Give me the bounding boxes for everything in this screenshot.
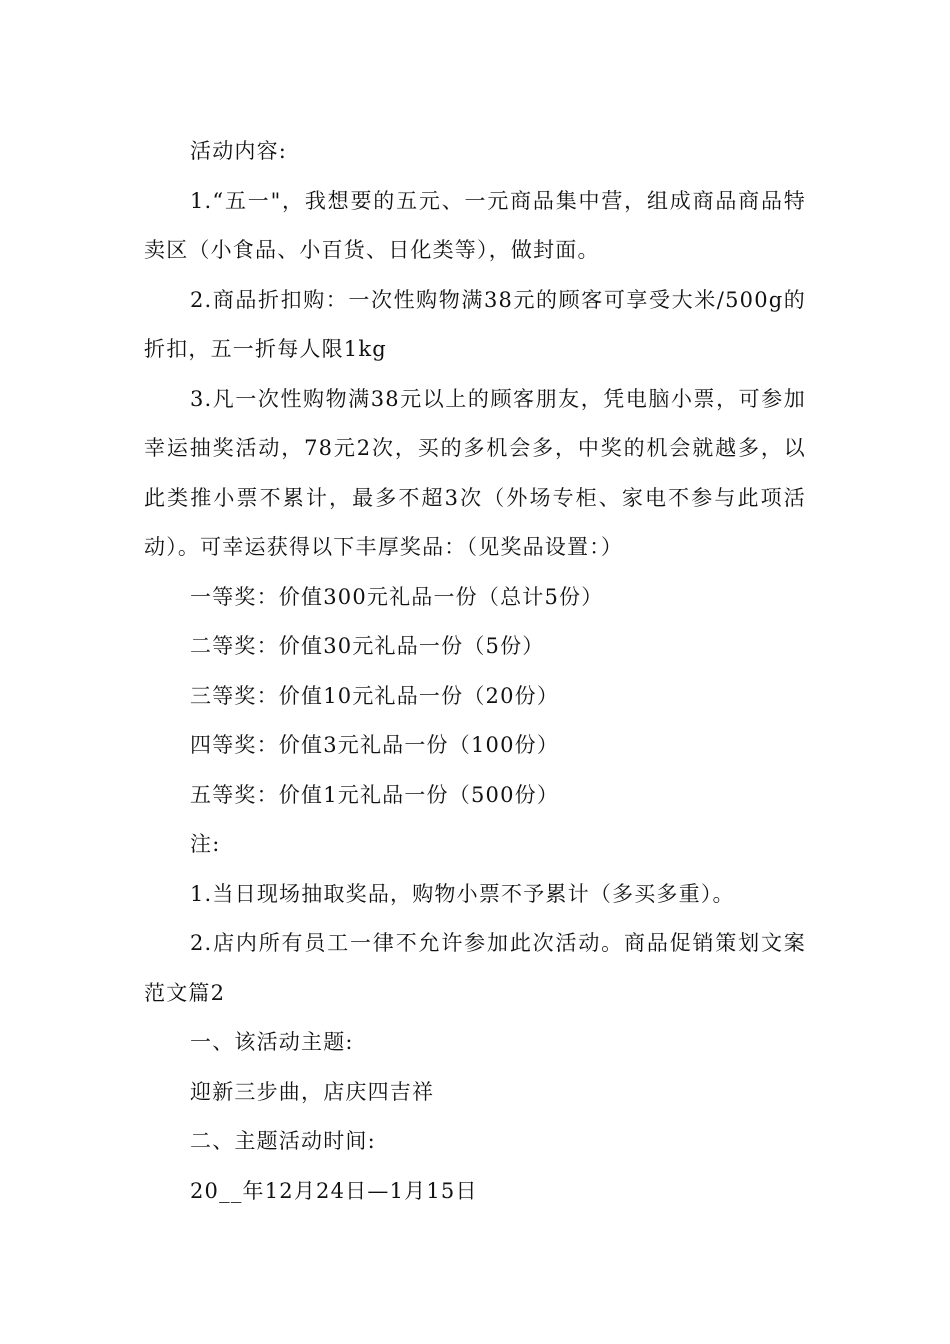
prize-first: 一等奖：价值300元礼品一份（总计5份） xyxy=(190,584,604,609)
note-item-1: 1.当日现场抽取奖品，购物小票不予累计（多买多重）。 xyxy=(190,881,735,906)
note-label: 注: xyxy=(190,832,221,856)
time-text: 20__年12月24日—1月15日 xyxy=(190,1178,478,1203)
document-body xyxy=(144,127,806,1216)
prize-third: 三等奖：价值10元礼品一份（20份） xyxy=(190,683,560,708)
theme-text: 迎新三步曲，店庆四吉祥 xyxy=(190,1079,435,1104)
paragraph-item-1: 1.“五一"，我想要的五元、一元商品集中营，组成商品商品特卖区（小食品、小百货、日化类等），做封面。 xyxy=(144,188,806,262)
section-heading-time: 二、主题活动时间: xyxy=(190,1129,376,1153)
prize-fourth: 四等奖：价值3元礼品一份（100份） xyxy=(190,733,560,757)
section-heading-theme: 一、该活动主题: xyxy=(190,1030,354,1054)
prize-fifth: 五等奖：价值1元礼品一份（500份） xyxy=(190,782,560,807)
paragraph-item-3: 3.凡一次性购物满38元以上的顾客朋友，凭电脑小票，可参加幸运抽奖活动，78元2次，买的多机会多，中奖的机会就越多，以此类推小票不累计，最多不超3次（外场专柜、家电不参与此项活动）。可幸运获得以下丰厚奖品：（见奖品设置：） xyxy=(144,386,806,559)
paragraph-item-2: 2.商品折扣购：一次性购物满38元的顾客可享受大米/500g的折扣，五一折每人限1kg xyxy=(144,287,806,361)
prize-second: 二等奖：价值30元礼品一份（5份） xyxy=(190,634,545,658)
note-item-2: 2.店内所有员工一律不允许参加此次活动。商品促销策划文案范文篇2 xyxy=(144,931,806,1005)
section-label-activity-content: 活动内容: xyxy=(190,139,288,163)
